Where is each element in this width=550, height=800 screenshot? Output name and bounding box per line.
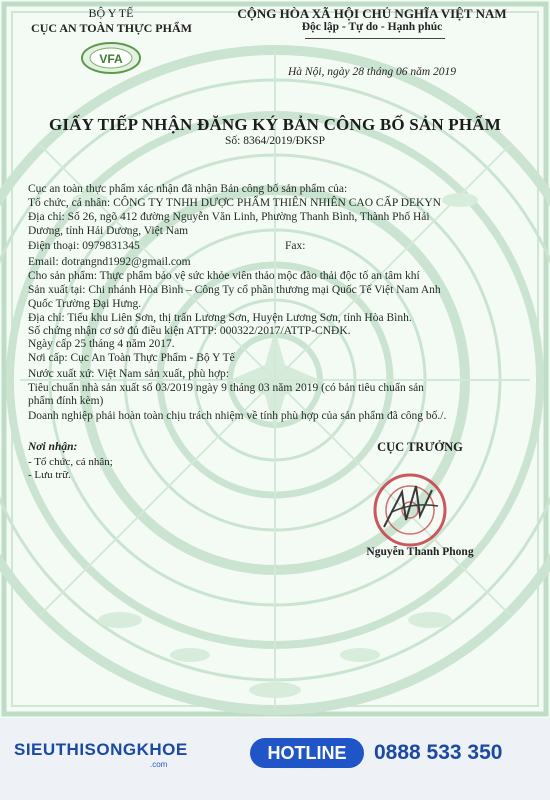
body-line: Địa chỉ: Tiểu khu Liên Sơn, thị trấn Lương Sơn, Huyện Lương Sơn, tỉnh Hòa Bình. [28, 312, 412, 324]
recipient-item: - Tổ chức, cá nhân; [28, 456, 113, 468]
document-title: GIẤY TIẾP NHẬN ĐĂNG KÝ BẢN CÔNG BỐ SẢN PHẨM [48, 115, 502, 134]
recipient-item: - Lưu trữ. [28, 469, 71, 481]
vfa-logo-icon [80, 41, 142, 75]
body-line: Nước xuất xứ: Việt Nam sản xuất, phù hợp: [28, 368, 229, 380]
body-line: Ngày cấp 25 tháng 4 năm 2017. [28, 338, 175, 350]
logo-text: VFA [99, 52, 123, 66]
country-name: CỘNG HÒA XÃ HỘI CHỦ NGHĨA VIỆT NAM [237, 6, 507, 21]
national-motto: Độc lập - Tự do - Hạnh phúc [301, 21, 443, 33]
brand-logo[interactable]: SIEUTHISONGKHOE [14, 740, 188, 759]
signer-name: Nguyễn Thanh Phong [366, 546, 474, 558]
body-line: Số chứng nhận cơ sở đủ điều kiện ATTP: 000322/2017/ATTP-CNĐK. [28, 325, 351, 337]
ministry-name: BỘ Y TẾ [88, 6, 134, 20]
department-name: CỤC AN TOÀN THỰC PHẨM [31, 21, 192, 35]
body-line: Tiêu chuẩn nhà sản xuất số 03/2019 ngày 9 tháng 03 năm 2019 (có bản tiêu chuẩn sản [28, 382, 424, 394]
body-line: Email: dotrangnd1992@gmail.com [28, 256, 191, 268]
issue-date: Hà Nội, ngày 28 tháng 06 năm 2019 [287, 66, 457, 78]
recipients-heading: Nơi nhận: [28, 441, 78, 453]
body-line: Điện thoại: 0979831345 [28, 240, 140, 252]
hotline-phone[interactable]: 0888 533 350 [374, 741, 503, 764]
body-line: Doanh nghiệp phải hoàn toàn chịu trách nhiệm về tính phù hợp của sản phẩm đã công bố./. [28, 410, 447, 422]
signer-title: CỤC TRƯỞNG [377, 440, 463, 454]
body-line: Tổ chức, cá nhân: CÔNG TY TNHH DƯỢC PHẨM THIÊN NHIÊN CAO CẤP DEKYN [28, 197, 441, 209]
body-line: Cục an toàn thực phẩm xác nhận đã nhận Bản công bố sản phẩm của: [28, 183, 348, 195]
body-line: phẩm đính kèm) [28, 395, 104, 407]
body-line: Quốc Trường Đại Hưng. [28, 298, 142, 310]
fax-label: Fax: [285, 240, 306, 252]
body-line: Sản xuất tại: Chi nhánh Hòa Bình – Công Ty cổ phần thương mại Quốc Tế Việt Nam Anh [28, 284, 441, 296]
body-line: Địa chỉ: Số 26, ngõ 412 đường Nguyễn Văn Linh, Phường Thanh Bình, Thành Phố Hải [28, 211, 430, 223]
brand-domain: .com [150, 760, 168, 769]
body-line: Cho sản phẩm: Thực phẩm bảo vệ sức khỏe viên thảo mộc đào thải độc tố an tâm khí [28, 270, 420, 282]
motto-underline [305, 38, 445, 39]
body-line: Dương, tỉnh Hải Dương, Việt Nam [28, 225, 189, 237]
hotline-label: HOTLINE [267, 743, 347, 763]
document-number: Số: 8364/2019/ĐKSP [224, 135, 325, 147]
body-line: Nơi cấp: Cục An Toàn Thực Phẩm - Bộ Y Tế [28, 352, 235, 364]
official-stamp-icon [372, 472, 448, 548]
